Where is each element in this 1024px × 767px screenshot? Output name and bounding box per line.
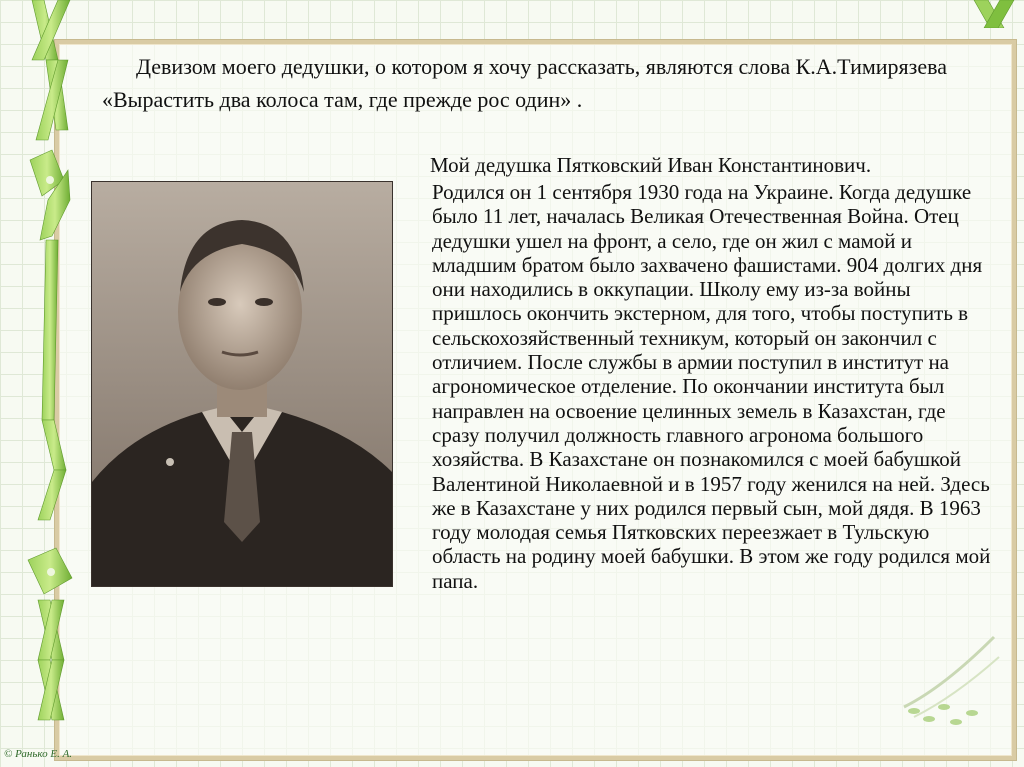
copyright-note: © Ранько Е. А. — [4, 748, 73, 760]
grandfather-portrait-photo — [92, 182, 392, 586]
biography-paragraph: Родился он 1 сентября 1930 года на Украине. Когда дедушке было 11 лет, началась Великая Отечественная Война. Отец дедушки ушел на фронт, а село, где он жил с мамой и младшим братом было захвачено фашистами. 904 долгих дня они находились в оккупации. Школу ему из-за войны пришлось окончить экстерном, для того, чтобы поступить в сельскохозяйственный техникум, который он закончил с отличием. После службы в армии поступил в институт на агрономическое отделение. По окончании института был направлен на освоение целинных земель в Казахстан, где сразу получил должность главного агронома большого хозяйства. В Казахстане он познакомился с моей бабушкой Валентиной Николаевной и в 1957 году женился на ней. Здесь же в Казахстане у них родился первый сын, мой дядя. В 1963 году молодая семья Пятковских переезжает в Тульскую область на родину моей бабушки. В этом же году родился мой папа. — [432, 180, 991, 593]
ribbon-corner-icon — [964, 0, 1024, 28]
intro-line: Мой дедушка Пятковский Иван Константинович. — [430, 153, 872, 177]
leaves-decoration-icon — [884, 627, 1004, 737]
motto-paragraph: Девизом моего дедушки, о котором я хочу рассказать, являются слова К.А.Тимирязева «Вырастить два колоса там, где прежде рос один» . — [102, 54, 947, 112]
ribbon-decoration-icon — [18, 0, 82, 767]
